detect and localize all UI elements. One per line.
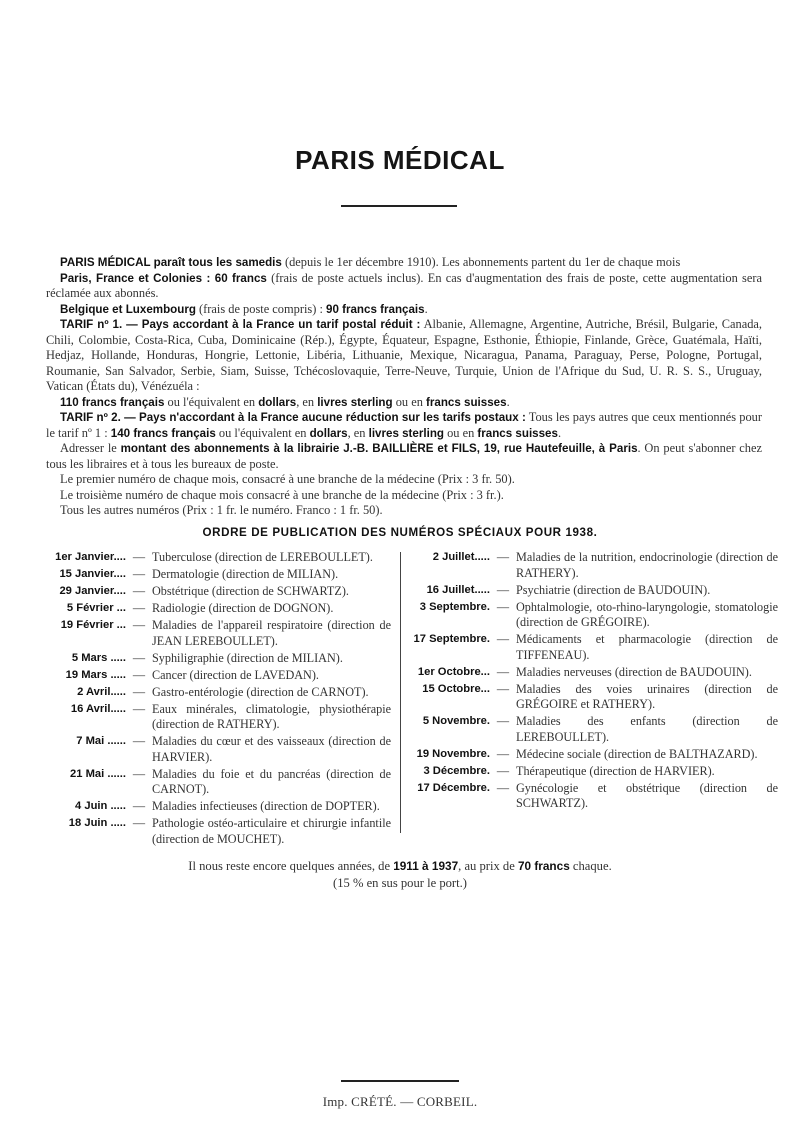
schedule-date: 2 Juillet..... [432, 551, 490, 563]
schedule-topic: Maladies infectieuses (direction de DOPTER). [152, 799, 380, 813]
schedule-dash: — [132, 816, 146, 830]
back-issues-line [0, 858, 800, 875]
schedule-date: 3 Septembre. [419, 600, 490, 613]
schedule-entry [26, 550, 391, 566]
schedule-dash: — [496, 599, 510, 614]
schedule-dash: — [132, 650, 146, 665]
schedule-date: 2 Avril..... [77, 685, 126, 698]
intro-text: . [424, 301, 428, 316]
schedule-topic: Maladies de la nutrition, endocrinologie (direction de RATHERY). [516, 550, 778, 580]
imprint-rule [341, 1080, 459, 1082]
intro-text: , en [296, 394, 318, 409]
imprint: Imp. CRÉTÉ. — CORBEIL. [322, 1094, 478, 1109]
schedule-topic: Maladies nerveuses (direction de BAUDOUIN). [516, 664, 752, 679]
intro-bold: dollars [309, 426, 348, 440]
schedule-entry [26, 685, 391, 701]
schedule-left-column [26, 550, 391, 849]
intro-paragraph-tarif-1 [46, 317, 762, 395]
schedule-entry [408, 781, 778, 812]
intro-bold: Paris, France et Colonies : 60 francs [60, 271, 267, 285]
intro-text: Tous les pays autres que ceux mentionnés pour le tarif nº 1 : [46, 410, 762, 440]
schedule-date: 19 Novembre. [416, 747, 490, 760]
intro-paragraph-2 [46, 271, 762, 302]
intro-text: ou en [444, 425, 478, 440]
schedule-entry [26, 618, 391, 649]
intro-bold: dollars [258, 395, 297, 409]
intro-bold: TARIF nº 2. — Pays n'accordant à la France aucune réduction sur les tarifs postaux : [60, 411, 526, 424]
schedule-topic: Ophtalmologie, oto-rhino-laryngologie, stomatologie (direction de GRÉGOIRE). [516, 599, 778, 629]
intro-text: (frais de poste compris) : [195, 301, 326, 316]
schedule-date: 1er Octobre... [417, 665, 490, 678]
schedule-topic: Obstétrique (direction de SCHWARTZ). [152, 584, 349, 598]
intro-text: ou l'équivalent en [215, 425, 310, 440]
schedule-topic: Médecine sociale (direction de BALTHAZARD). [516, 746, 758, 761]
intro-text: . [557, 425, 562, 440]
schedule-topic: Cancer (direction de LAVEDAN). [152, 667, 319, 682]
schedule-dash: — [496, 632, 510, 646]
schedule-topic: Maladies du cœur et des vaisseaux (direction de HARVIER). [152, 734, 391, 764]
title-rule [341, 205, 457, 207]
schedule-entry [408, 682, 778, 713]
schedule-date: 15 Janvier.... [59, 568, 126, 580]
intro-text: . [506, 394, 510, 409]
schedule-topic: Psychiatrie (direction de BAUDOUIN). [516, 582, 711, 597]
schedule-date: 4 Juin ..... [75, 800, 126, 812]
schedule-entry [408, 747, 778, 763]
intro-bold: livres sterling [368, 426, 444, 440]
schedule-title: ORDRE DE PUBLICATION DES NUMÉROS SPÉCIAUX POUR 1938. [202, 526, 598, 539]
schedule-date: 17 Décembre. [417, 781, 490, 794]
schedule-date: 16 Juillet..... [426, 583, 490, 596]
schedule-entry [26, 584, 391, 600]
intro-bold: TARIF nº 1. — Pays accordant à la France un tarif postal réduit : [60, 318, 421, 331]
schedule-topic: Gastro-entérologie (direction de CARNOT). [152, 684, 369, 699]
schedule-entry [26, 799, 391, 815]
intro-bold: montant des abonnements à la librairie J.-B. BAILLIÈRE et FILS, 19, rue Hautefeuille, à Paris [120, 442, 638, 455]
schedule-dash: — [496, 714, 510, 728]
schedule-topic: Tuberculose (direction de LEREBOULLET). [152, 550, 373, 564]
intro-bold: PARIS MÉDICAL paraît tous les samedis [60, 256, 282, 269]
schedule-dash: — [132, 734, 146, 748]
schedule-entry [26, 816, 391, 847]
schedule-dash: — [132, 584, 146, 598]
schedule-date: 29 Janvier.... [59, 585, 126, 597]
intro-paragraph-price-3 [46, 503, 762, 519]
schedule-topic: Eaux minérales, climatologie, physiothérapie (direction de RATHERY). [152, 701, 391, 731]
intro-text: (frais de poste actuels inclus). En cas d'augmentation des frais de poste, cette augmentation sera réclamée aux abonnés. [46, 270, 763, 300]
schedule-topic: Syphiligraphie (direction de MILIAN). [152, 650, 343, 665]
foot-text: chaque. [569, 859, 612, 873]
intro-text: . On peut s'abonner chez tous les libraires et à tous les bureaux de poste. [46, 441, 762, 471]
schedule-dash: — [496, 582, 510, 597]
intro-paragraph-3 [46, 302, 762, 318]
intro-bold: francs suisses [477, 426, 558, 440]
intro-text: , en [347, 425, 369, 440]
intro-paragraph-1 [46, 255, 762, 271]
intro-text: ou l'équivalent en [164, 394, 259, 409]
schedule-dash: — [496, 780, 510, 795]
schedule-entry [408, 600, 778, 631]
schedule-entry [26, 601, 391, 617]
intro-paragraph-address [46, 441, 762, 472]
intro-text: Tous les autres numéros (Prix : 1 fr. le numéro. Franco : 1 fr. 50). [60, 503, 383, 517]
intro-text: Le troisième numéro de chaque mois consacré à une branche de la médecine (Prix : 3 fr.). [60, 487, 504, 502]
schedule-entry [408, 665, 778, 681]
schedule-date: 15 Octobre... [422, 682, 490, 695]
intro-paragraph-price-1 [46, 472, 762, 488]
intro-bold: Belgique et Luxembourg [60, 302, 196, 316]
schedule-date: 18 Juin ..... [68, 817, 126, 829]
schedule-dash: — [496, 550, 510, 564]
schedule-dash: — [132, 799, 146, 813]
schedule-dash: — [496, 746, 510, 761]
schedule-topic: Gynécologie et obstétrique (direction de SCHWARTZ). [516, 780, 778, 810]
schedule-date: 5 Mars ..... [71, 651, 126, 664]
schedule-dash: — [496, 763, 510, 778]
schedule-date: 19 Mars ..... [65, 668, 126, 681]
intro-paragraph-tarif-1-price [46, 395, 762, 411]
schedule-date: 7 Mai ...... [76, 735, 126, 747]
schedule-dash: — [132, 701, 146, 716]
intro-text: Le premier numéro de chaque mois, consacré à une branche de la médecine (Prix : 3 fr. 50). [60, 472, 515, 486]
schedule-dash: — [132, 567, 146, 581]
schedule-topic: Dermatologie (direction de MILIAN). [152, 567, 339, 581]
schedule-entry [408, 632, 778, 663]
schedule-topic: Pathologie ostéo-articulaire et chirurgie infantile (direction de MOUCHET). [152, 816, 391, 846]
schedule-date: 5 Novembre. [422, 715, 490, 727]
schedule-topic: Thérapeutique (direction de HARVIER). [516, 763, 715, 778]
schedule-entry [26, 702, 391, 733]
schedule-topic: Maladies des voies urinaires (direction de GRÉGOIRE et RATHERY). [516, 681, 778, 711]
schedule-dash: — [496, 681, 510, 696]
schedule-entry [26, 567, 391, 583]
intro-paragraph-price-2 [46, 488, 762, 504]
schedule-date: 1er Janvier.... [55, 551, 126, 563]
schedule-entry [408, 764, 778, 780]
schedule-entry [26, 734, 391, 765]
intro-bold: 140 francs français [110, 426, 216, 440]
foot-bold: 1911 à 1937 [393, 859, 459, 873]
schedule-date: 5 Février ... [66, 602, 126, 614]
schedule-date: 16 Avril..... [70, 702, 126, 715]
intro-bold: 110 francs français [60, 395, 165, 409]
foot-text: Il nous reste encore quelques années, de [188, 859, 394, 873]
schedule-dash: — [132, 550, 146, 564]
intro-text: (depuis le 1er décembre 1910). Les abonnements partent du 1er de chaque mois [281, 255, 681, 269]
schedule-date: 19 Février ... [60, 619, 126, 631]
back-issues-note [0, 858, 800, 892]
intro-bold: livres sterling [317, 395, 393, 409]
subscription-info [46, 255, 762, 519]
schedule-entry [26, 767, 391, 798]
schedule-dash: — [132, 601, 146, 615]
foot-bold: 70 francs [517, 859, 570, 873]
foot-text: , au prix de [458, 859, 518, 873]
postage-note: (15 % en sus pour le port.) [333, 876, 467, 890]
schedule-dash: — [496, 664, 510, 679]
schedule-right-column [408, 550, 778, 813]
intro-bold: 90 francs français [326, 302, 425, 316]
schedule-dash: — [132, 766, 146, 781]
schedule-entry [408, 583, 778, 599]
page-title: PARIS MÉDICAL [295, 145, 505, 175]
intro-text: ou en [392, 394, 426, 409]
intro-text: Albanie, Allemagne, Argentine, Autriche, Brésil, Bulgarie, Canada, Chili, Colombie, Costa-Rica, Cuba, Dominicaine (Rép.), Égypte, Équateur, Espagne, Esthonie, Éthiopie, Finlande, Grèce, Guatémala, Haïti, Hedjaz, Hollande, Honduras, Hongrie, Lettonie, Libéria, Lithuanie, Mexique, Nicaragua, Panama, Paraguay, Perse, Pologne, Portugal, Roumanie, San Salvador, Serbie, Siam, Suisse, Tchécoslovaquie, Terre-Neuve, Turquie, Union de l'Afrique du Sud, U. R. S. S., Uruguay, Vatican (États du), Vénézuéla : [46, 317, 762, 393]
schedule-date: 3 Décembre. [423, 764, 490, 777]
schedule-topic: Radiologie (direction de DOGNON). [152, 601, 334, 615]
schedule-date: 21 Mai ...... [70, 767, 126, 780]
schedule-dash: — [132, 667, 146, 682]
schedule-date: 17 Septembre. [413, 633, 490, 645]
schedule-topic: Maladies des enfants (direction de LEREBOULLET). [516, 714, 778, 744]
schedule-entry [408, 714, 778, 745]
intro-bold: francs suisses [426, 395, 507, 409]
schedule-entry [408, 550, 778, 581]
schedule-dash: — [132, 618, 146, 632]
column-divider [400, 552, 401, 833]
schedule-topic: Maladies de l'appareil respiratoire (direction de JEAN LEREBOULLET). [152, 618, 391, 648]
schedule-dash: — [132, 684, 146, 699]
schedule-topic: Médicaments et pharmacologie (direction de TIFFENEAU). [516, 632, 778, 662]
schedule-topic: Maladies du foie et du pancréas (direction de CARNOT). [152, 766, 391, 796]
intro-paragraph-tarif-2 [46, 410, 762, 441]
schedule-entry [26, 668, 391, 684]
intro-text: Adresser le [60, 441, 121, 455]
schedule-entry [26, 651, 391, 667]
